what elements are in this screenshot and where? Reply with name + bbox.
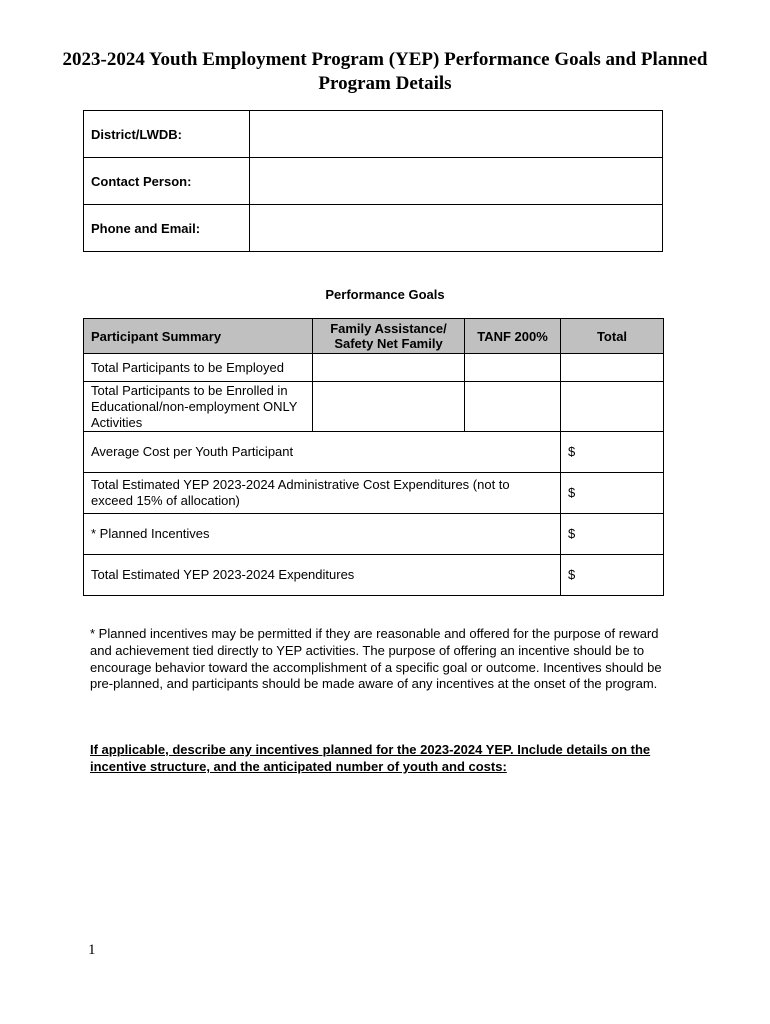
admin-cost-label: Total Estimated YEP 2023-2024 Administrative Cost Expenditures (not to exceed 15% of allocation) [84,473,561,514]
family-assistance-header: Family Assistance/ Safety Net Family [313,319,465,354]
admin-cost-value[interactable]: $ [561,473,664,514]
employed-total-cell[interactable] [561,354,664,382]
incentives-instruction [90,741,675,775]
table-row [84,555,664,596]
tanf-header: TANF 200% [465,319,561,354]
total-header: Total [561,319,664,354]
enrolled-label: Total Participants to be Enrolled in Educational/non-employment ONLY Activities [84,382,313,432]
incentives-footnote: * Planned incentives may be permitted if they are reasonable and offered for the purpose of reward and achievement tied directly to YEP activities. The purpose of offering an incentive should be to encourage behavior toward the accomplishment of a specific goal or outcome. Incentives should be pre-planned, and participants should be made aware of any incentives at the onset of the program. [90,626,662,692]
page-number: 1 [88,942,96,958]
average-cost-label: Average Cost per Youth Participant [84,432,561,473]
table-row [84,473,664,514]
instruction-colon: : [502,759,507,774]
contact-info-table [83,110,663,252]
phone-email-field[interactable] [249,205,662,252]
total-expenditures-value[interactable]: $ [561,555,664,596]
instruction-text: If applicable, describe any incentives planned for the 2023-2024 YEP. Include details on the incentive structure, and the anticipated number of youth and costs [90,742,651,774]
contact-person-field[interactable] [249,158,662,205]
contact-row-district [84,111,663,158]
district-label: District/LWDB: [84,111,250,158]
district-field[interactable] [249,111,662,158]
employed-tanf-cell[interactable] [465,354,561,382]
contact-person-label: Contact Person: [84,158,250,205]
contact-row-phone-email [84,205,663,252]
performance-goals-table [83,318,664,596]
total-expenditures-label: Total Estimated YEP 2023-2024 Expenditures [84,555,561,596]
enrolled-family-cell[interactable] [313,382,465,432]
contact-row-person [84,158,663,205]
table-row [84,432,664,473]
enrolled-total-cell[interactable] [561,382,664,432]
performance-goals-heading: Performance Goals [325,287,445,302]
planned-incentives-label: * Planned Incentives [84,514,561,555]
employed-family-cell[interactable] [313,354,465,382]
average-cost-value[interactable]: $ [561,432,664,473]
table-row [84,382,664,432]
employed-label: Total Participants to be Employed [84,354,313,382]
planned-incentives-value[interactable]: $ [561,514,664,555]
phone-email-label: Phone and Email: [84,205,250,252]
page-title: 2023-2024 Youth Employment Program (YEP) Performance Goals and Planned Program Details [62,49,708,94]
goals-header-row [84,319,664,354]
enrolled-tanf-cell[interactable] [465,382,561,432]
table-row [84,514,664,555]
table-row [84,354,664,382]
participant-summary-header: Participant Summary [84,319,313,354]
